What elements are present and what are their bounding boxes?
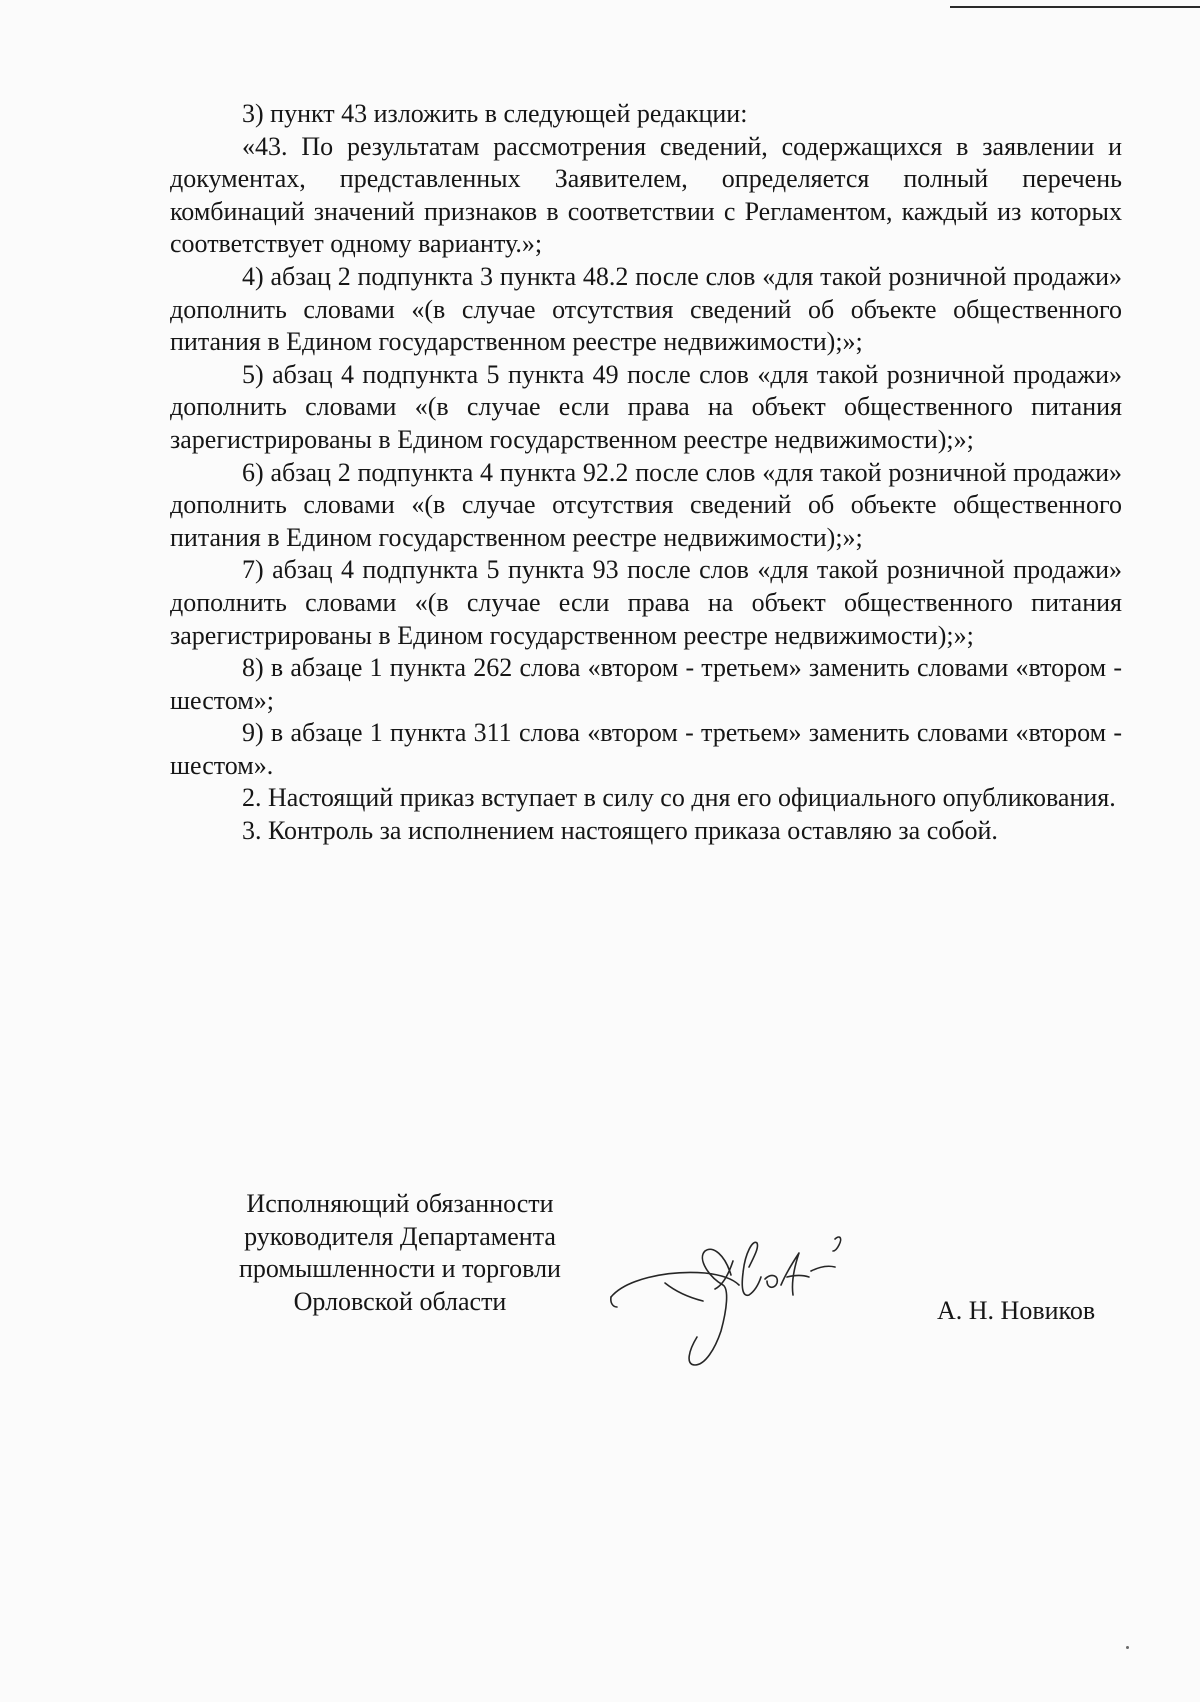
paragraph-item-5: 5) абзац 4 подпункта 5 пункта 49 после слов «для такой розничной продажи» дополнить словами «(в случае если права на объект общественного питания зарегистрированы в Едином государственном реестре недвижимости);»;: [170, 359, 1122, 454]
paragraph-item-8: 8) в абзаце 1 пункта 262 слова «втором - третьем» заменить словами «втором - шестом»;: [170, 653, 1122, 715]
paragraph-item-43-text: «43. По результатам рассмотрения сведений, содержащихся в заявлении и документах, представленных Заявителем, определяется полный перечень комбинаций значений признаков в соответствии с Регламентом, каждый из которых соответствует одному варианту.»;: [170, 131, 1122, 259]
position-line: руководителя Департамента: [244, 1221, 556, 1251]
paragraph-item-6: 6) абзац 2 подпункта 4 пункта 92.2 после слов «для такой розничной продажи» дополнить словами «(в случае отсутствия сведений об объекте общественного питания в Едином государственном реестре недвижимости);»;: [170, 457, 1122, 552]
handwritten-signature: [605, 1225, 905, 1375]
paragraph-item-7: 7) абзац 4 подпункта 5 пункта 93 после слов «для такой розничной продажи» дополнить словами «(в случае если права на объект общественного питания зарегистрированы в Едином государственном реестре недвижимости);»;: [170, 555, 1122, 650]
scan-edge-line: [950, 6, 1200, 8]
paragraph-item-3: 3) пункт 43 изложить в следующей редакции:: [242, 99, 748, 128]
paragraph-clause-3: 3. Контроль за исполнением настоящего приказа оставляю за собой.: [242, 816, 998, 846]
signer-name: А. Н. Новиков: [937, 1296, 1096, 1325]
signatory-position: [210, 1188, 590, 1318]
paragraph-item-4: 4) абзац 2 подпункта 3 пункта 48.2 после слов «для такой розничной продажи» дополнить словами «(в случае отсутствия сведений об объекте общественного питания в Едином государственном реестре недвижимости);»;: [170, 261, 1122, 357]
paragraph-clause-2: 2. Настоящий приказ вступает в силу со дня его официального опубликования.: [242, 783, 1116, 813]
document-body: [170, 98, 1122, 848]
position-line: промышленности и торговли: [239, 1254, 561, 1283]
scan-speck: [1126, 1646, 1129, 1649]
position-line: Орловской области: [293, 1286, 507, 1316]
paragraph-item-9: 9) в абзаце 1 пункта 311 слова «втором - третьем» заменить словами «втором - шестом».: [170, 718, 1122, 780]
position-line: Исполняющий обязанности: [246, 1189, 554, 1218]
